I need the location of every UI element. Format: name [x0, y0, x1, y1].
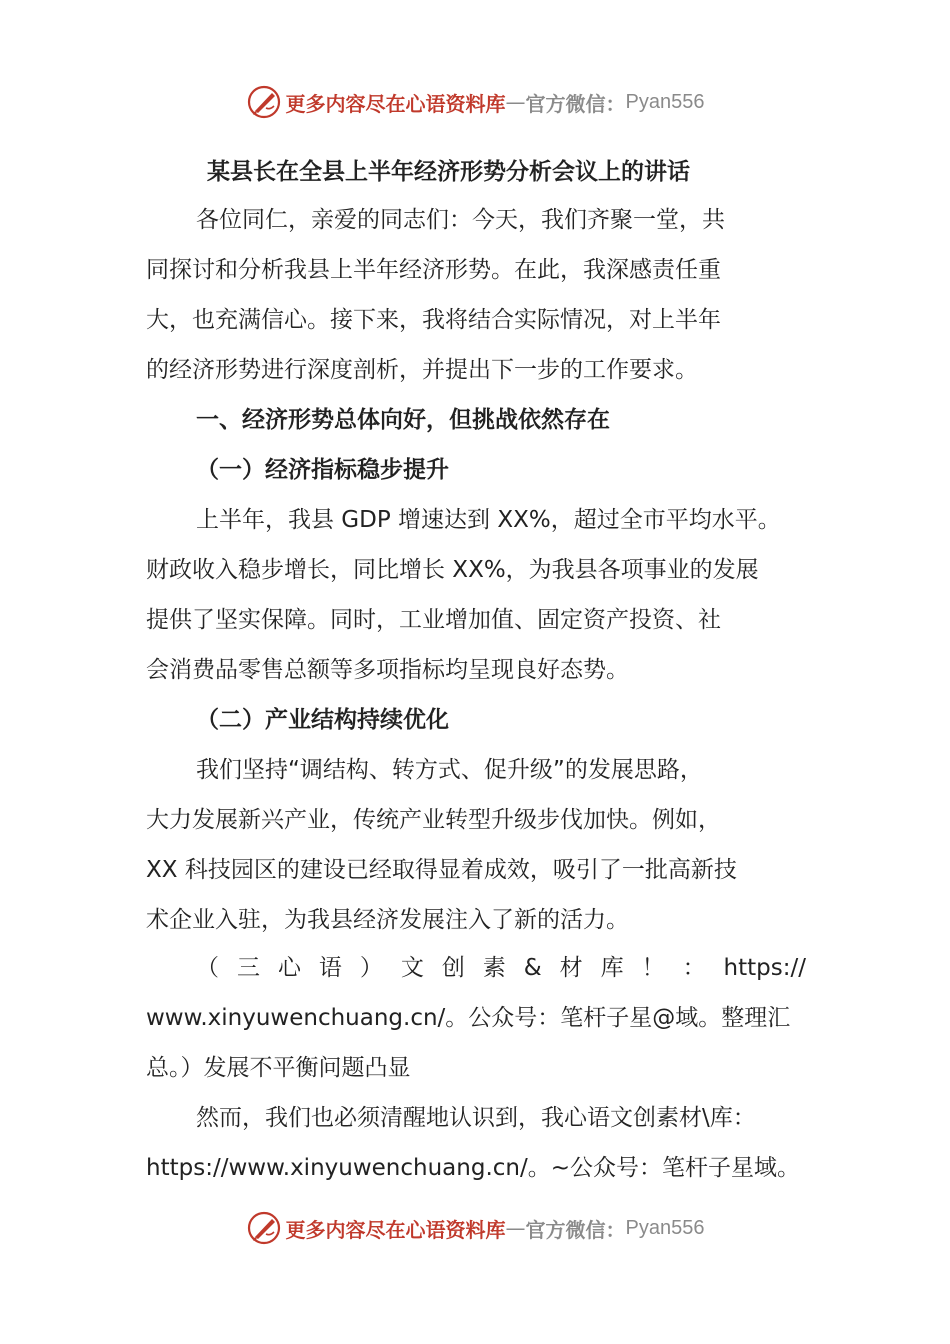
banner-official-label: 官方微信： — [525, 1217, 626, 1242]
subsection-heading: （二）产业结构持续优化 — [196, 707, 449, 733]
paragraph-line: 大，也充满信心。接下来，我将结合实际情况，对上半年 — [146, 307, 721, 333]
paragraph-line: 各位同仁，亲爱的同志们：今天，我们齐聚一堂，共 — [196, 207, 725, 233]
banner-official-label: 官方微信： — [525, 91, 626, 116]
banner-main-text: 更多内容尽在心语资料库 — [285, 91, 506, 116]
subsection-heading: （一）经济指标稳步提升 — [196, 457, 449, 483]
paragraph-line: www.xinyuwenchuang.cn/。公众号：笔杆子星@域。整理汇 — [146, 1005, 791, 1031]
paragraph-line: 上半年，我县 GDP 增速达到 XX%，超过全市平均水平。 — [196, 507, 781, 533]
paragraph-line: 提供了坚实保障。同时，工业增加值、固定资产投资、社 — [146, 607, 721, 633]
paragraph-line: 然而，我们也必须清醒地认识到，我心语文创素材\库： — [196, 1105, 756, 1131]
spaced-char: 素 — [482, 955, 506, 981]
banner-account: Pyan556 — [625, 1216, 705, 1239]
spaced-char: （ — [196, 955, 219, 981]
spaced-source-line — [196, 953, 806, 983]
document-title: 某县长在全县上半年经济形势分析会议上的讲话 — [207, 159, 690, 185]
pen-logo-icon — [246, 84, 282, 120]
paragraph-line: 同探讨和分析我县上半年经济形势。在此，我深感责任重 — [146, 257, 721, 283]
paragraph-line: 总。）发展不平衡问题凸显 — [146, 1055, 411, 1081]
banner-account: Pyan556 — [625, 90, 705, 113]
spaced-char: ！ — [641, 955, 665, 981]
paragraph-line: https://www.xinyuwenchuang.cn/。~公众号：笔杆子星域。 — [146, 1155, 801, 1181]
banner-main-text: 更多内容尽在心语资料库 — [285, 1217, 506, 1242]
spaced-char: 文 — [400, 955, 424, 981]
spaced-url-fragment: https:// — [723, 955, 806, 981]
footer-watermark-banner — [0, 1208, 950, 1248]
paragraph-line: 大力发展新兴产业，传统产业转型升级步伐加快。例如， — [146, 807, 721, 833]
spaced-char: 材 — [559, 955, 583, 981]
section-heading: 一、经济形势总体向好，但挑战依然存在 — [196, 407, 610, 433]
header-watermark-banner — [0, 82, 950, 122]
spaced-char: 创 — [441, 955, 465, 981]
spaced-char: 语 — [318, 955, 342, 981]
pen-logo-icon — [246, 1210, 282, 1246]
paragraph-line: 会消费品零售总额等多项指标均呈现良好态势。 — [146, 657, 629, 683]
spaced-char: & — [523, 955, 542, 981]
spaced-char: 三 — [236, 955, 260, 981]
spaced-char: 心 — [277, 955, 301, 981]
banner-dash: — — [505, 1216, 526, 1240]
paragraph-line: 的经济形势进行深度剖析，并提出下一步的工作要求。 — [146, 357, 698, 383]
paragraph-line: 术企业入驻，为我县经济发展注入了新的活力。 — [146, 907, 629, 933]
spaced-char: ） — [359, 955, 383, 981]
spaced-char: 库 — [600, 955, 624, 981]
paragraph-line: 我们坚持“调结构、转方式、促升级”的发展思路， — [196, 757, 703, 783]
banner-dash: — — [505, 90, 526, 114]
paragraph-line: 财政收入稳步增长，同比增长 XX%，为我县各项事业的发展 — [146, 557, 759, 583]
spaced-char: ： — [682, 955, 706, 981]
paragraph-line: XX 科技园区的建设已经取得显着成效，吸引了一批高新技 — [146, 857, 737, 883]
